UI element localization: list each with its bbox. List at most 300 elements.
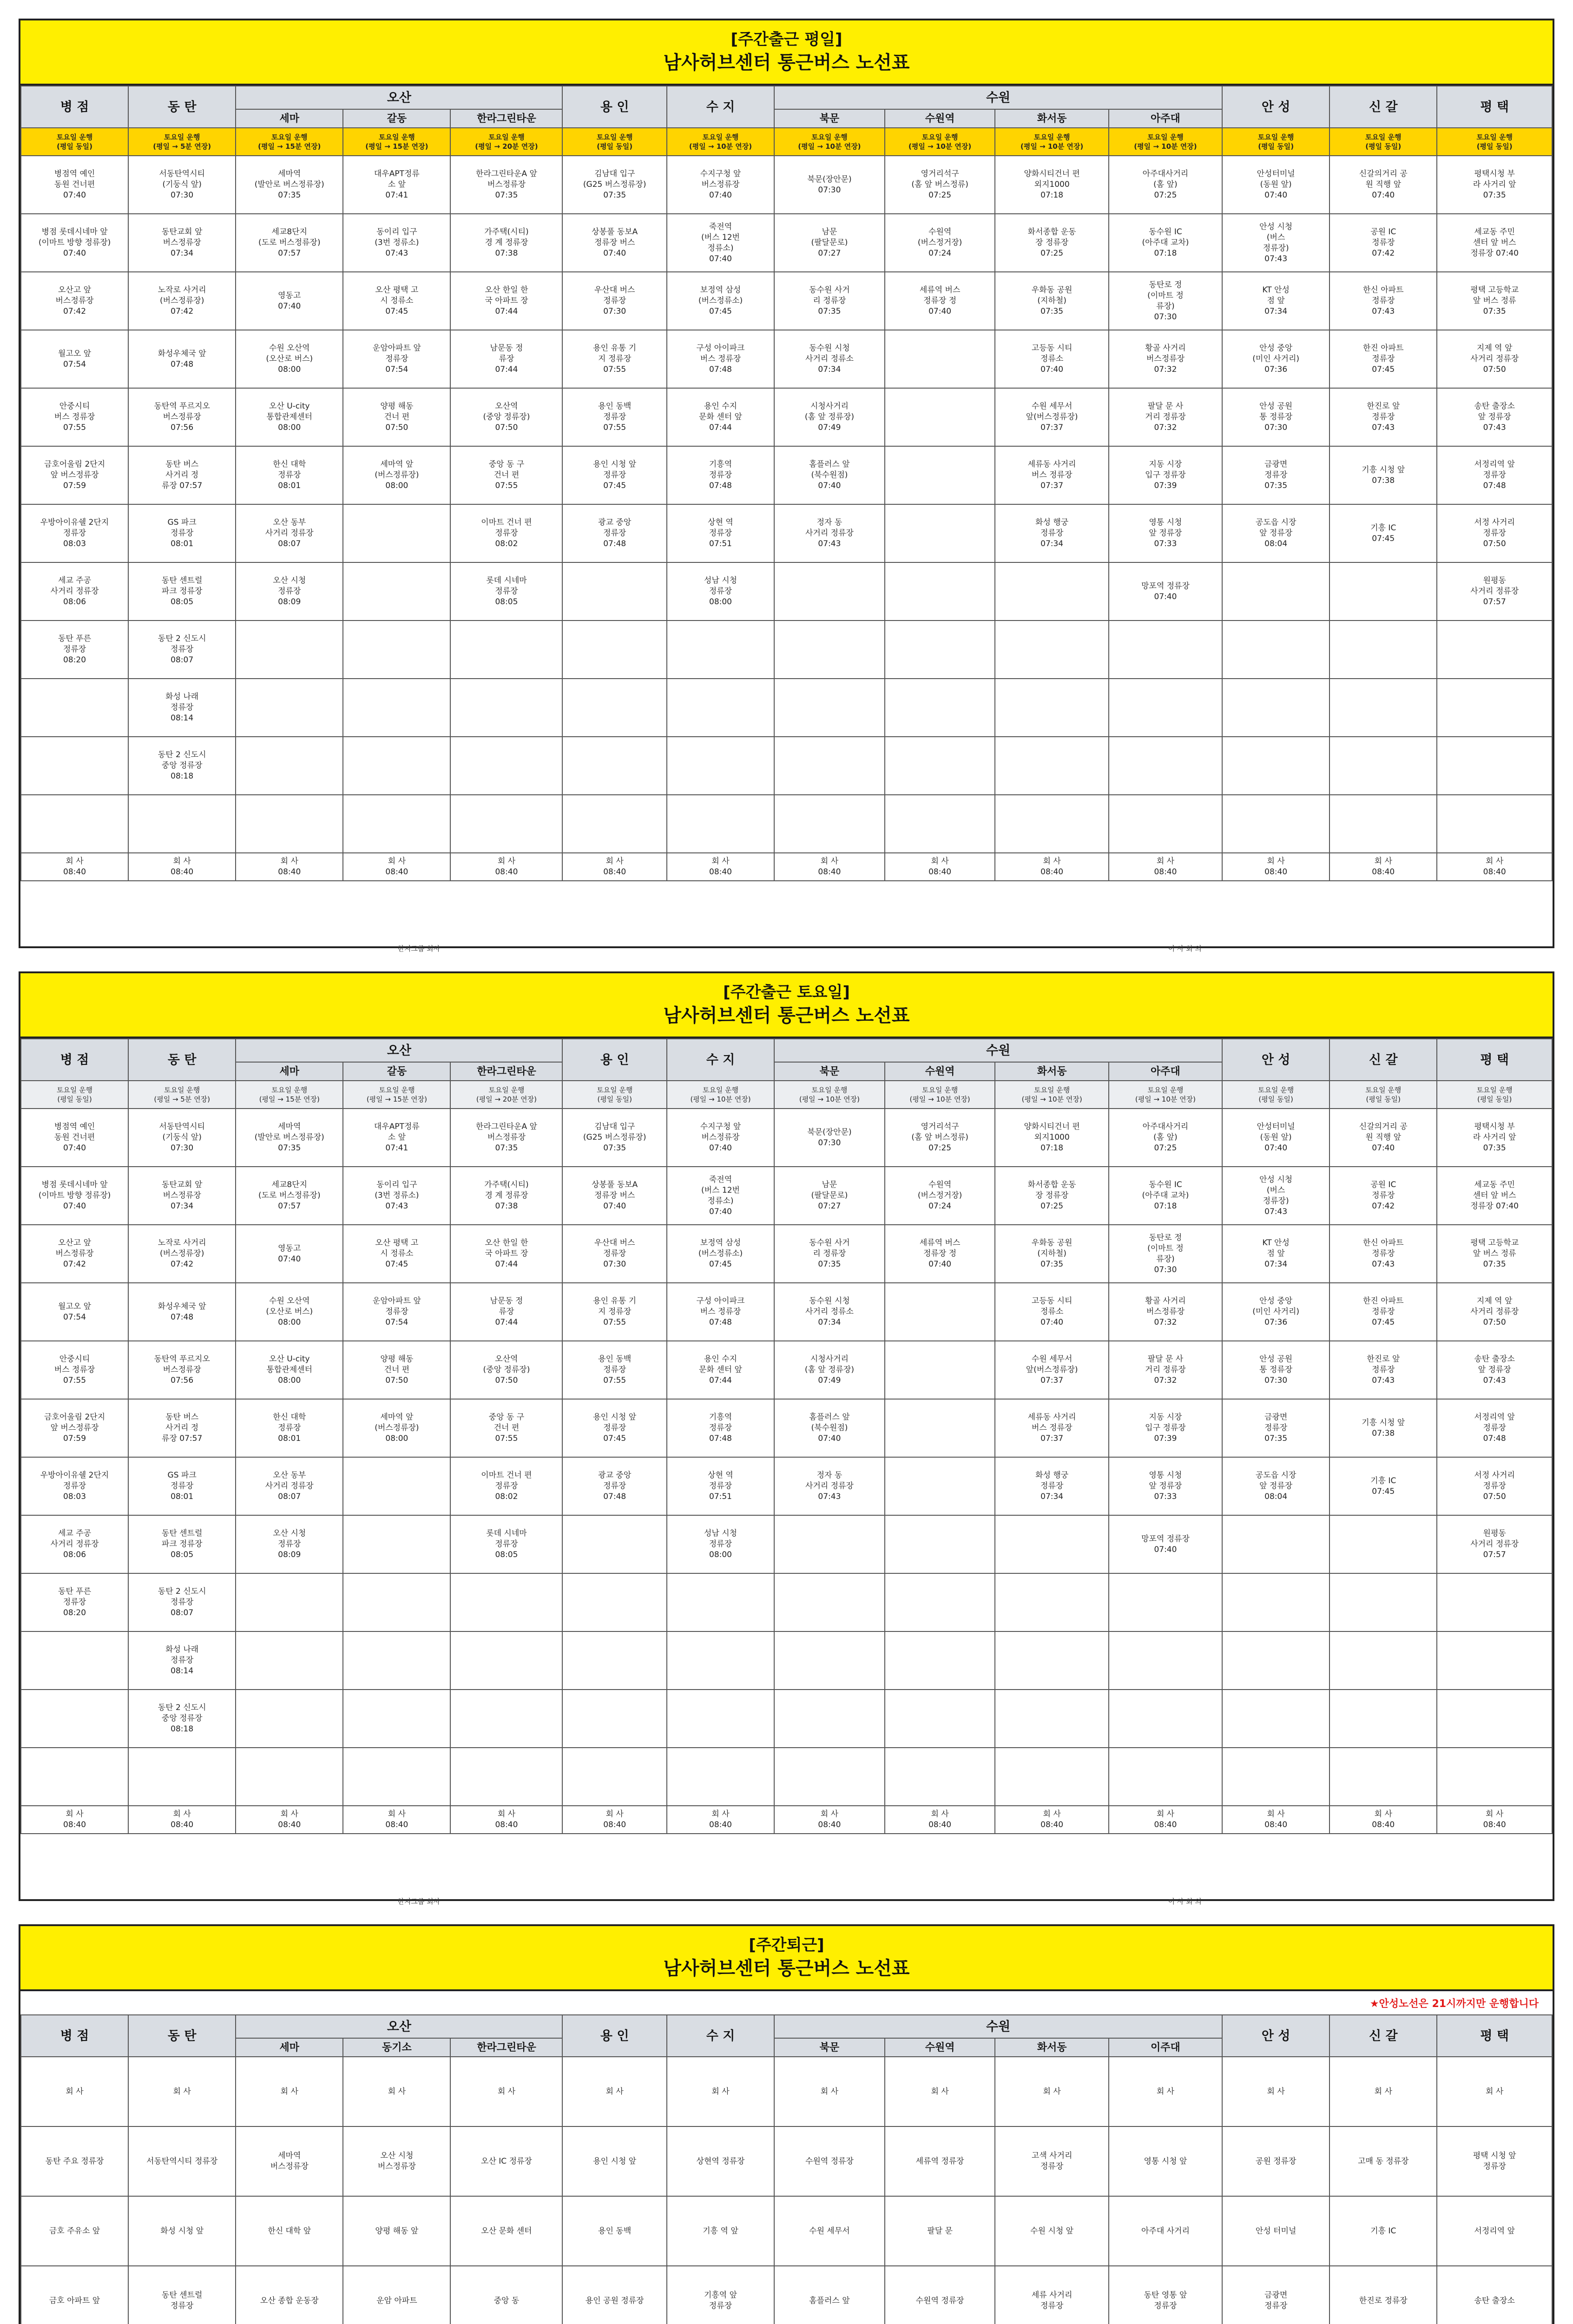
stop-cell [1329, 679, 1437, 737]
column-subheader: 수원역 [885, 1062, 995, 1081]
stop-cell [343, 621, 450, 679]
stop-cell [885, 1748, 995, 1806]
stop-cell: 월고오 앞 07:54 [21, 1283, 128, 1341]
stop-cell: 용인 시청 앞 정류장 07:45 [562, 446, 667, 504]
stop-cell: 화성 나래 정류장 08:14 [128, 1631, 236, 1690]
sheet-main-title: 남사허브센터 통근버스 노선표 [663, 1005, 910, 1026]
column-header: 수 지 [667, 86, 774, 128]
stop-cell [236, 795, 343, 853]
stop-cell: 화서종합 운동 장 정류장 07:25 [995, 214, 1108, 272]
stop-cell: 회 사 [128, 2057, 236, 2126]
stop-cell: 회 사 [1222, 2057, 1329, 2126]
stop-cell [995, 679, 1108, 737]
schedule-note: 토요일 운행 (평일 동일) [562, 128, 667, 156]
stop-cell [885, 330, 995, 388]
stop-cell: 용인 시청 앞 정류장 07:45 [562, 1399, 667, 1457]
schedule-note: 토요일 운행 (평일 → 20분 연장) [450, 1081, 562, 1109]
stop-cell: 병점역 예인 동원 건너편 07:40 [21, 156, 128, 214]
stop-cell [774, 795, 885, 853]
stop-cell [562, 1515, 667, 1573]
return-time-cell: 회 사 08:40 [774, 1806, 885, 1834]
stop-cell: 고색 사거리 정류장 [995, 2126, 1108, 2196]
column-subheader: 이주대 [1109, 2038, 1222, 2057]
column-header: 병 점 [21, 1039, 128, 1081]
return-row [21, 1806, 1552, 1834]
stop-cell [885, 621, 995, 679]
sheet-title [20, 1926, 1553, 1991]
stop-cell: 안성 터미널 [1222, 2196, 1329, 2266]
stop-cell [1109, 737, 1222, 795]
stop-cell: 남문동 정 류장 07:44 [450, 1283, 562, 1341]
stop-cell: 화성 행궁 정류장 07:34 [995, 1457, 1108, 1515]
stop-cell: 수원역 (버스정거장) 07:24 [885, 1167, 995, 1225]
stop-cell: 한진로 앞 정류장 07:43 [1329, 1341, 1437, 1399]
stop-cell: 상봉풀 동보A 정류장 버스 07:40 [562, 1167, 667, 1225]
stop-cell [885, 446, 995, 504]
stop-cell: 중앙 동 구 건너 편 07:55 [450, 446, 562, 504]
stop-cell: GS 파크 정류장 08:01 [128, 504, 236, 562]
stop-cell [236, 1573, 343, 1631]
stop-cell: 오산역 (중앙 정류장) 07:50 [450, 1341, 562, 1399]
stop-cell: 동탄 센트럴 파크 정류장 08:05 [128, 1515, 236, 1573]
stop-cell: 송탄 출장소 앞 정류장 07:43 [1437, 1341, 1552, 1399]
weekday-morning-sheet [19, 19, 1554, 953]
stop-cell: 회 사 [667, 2057, 774, 2126]
route-row [21, 388, 1552, 446]
stop-cell: 롯데 시네마 정류장 08:05 [450, 562, 562, 621]
stop-cell: 남문 (팔달문로) 07:27 [774, 1167, 885, 1225]
stop-cell: 세교 주공 사거리 정류장 08:06 [21, 562, 128, 621]
stop-cell: 지제 역 앞 사거리 정류장 07:50 [1437, 330, 1552, 388]
schedule-note: 토요일 운행 (평일 → 15분 연장) [236, 1081, 343, 1109]
stop-cell: 세마역 앞 (버스정류장) 08:00 [343, 1399, 450, 1457]
stop-cell: 금광면 정류장 [1222, 2266, 1329, 2324]
stop-cell: 동탄 버스 사거리 정 류장 07:57 [128, 446, 236, 504]
stop-cell [885, 795, 995, 853]
stop-cell [1329, 737, 1437, 795]
column-subheader: 세마 [236, 2038, 343, 2057]
stop-cell [1222, 1631, 1329, 1690]
stop-cell [343, 795, 450, 853]
stop-cell: 홈플러스 앞 (북수원점) 07:40 [774, 446, 885, 504]
stop-cell: 양평 해동 앞 [343, 2196, 450, 2266]
stop-cell: 용인 유통 기 지 정류장 07:55 [562, 330, 667, 388]
stop-cell [667, 679, 774, 737]
column-header: 병 점 [21, 2015, 128, 2057]
stop-cell [1222, 1515, 1329, 1573]
stop-cell [450, 1690, 562, 1748]
stop-cell: 평택 시청 앞 정류장 [1437, 2126, 1552, 2196]
stop-cell: 서동탄역시티 (기둥식 앞) 07:30 [128, 1109, 236, 1167]
stop-cell: 회 사 [1437, 2057, 1552, 2126]
column-subheader: 동기소 [343, 2038, 450, 2057]
stop-cell: 평택시청 부 라 사거리 앞 07:35 [1437, 1109, 1552, 1167]
stop-cell [21, 1748, 128, 1806]
group-header-osan: 오산 [236, 86, 562, 109]
stop-cell: 한신 대학 정류장 08:01 [236, 446, 343, 504]
stop-cell [236, 621, 343, 679]
stop-cell [667, 1573, 774, 1631]
stop-cell: 한진로 정류장 [1329, 2266, 1437, 2324]
stop-cell [562, 562, 667, 621]
stop-cell: 동수원 사거 리 정류장 07:35 [774, 1225, 885, 1283]
schedule-note: 토요일 운행 (평일 → 15분 연장) [236, 128, 343, 156]
stop-cell [1109, 679, 1222, 737]
stop-cell: 송탄 출장소 앞 정류장 07:43 [1437, 388, 1552, 446]
column-subheader: 북문 [774, 1062, 885, 1081]
route-row [21, 737, 1552, 795]
stop-cell [343, 1690, 450, 1748]
route-row [21, 1109, 1552, 1167]
stop-cell: 동탄 센트럴 정류장 [128, 2266, 236, 2324]
stop-cell: 오산 종합 운동장 [236, 2266, 343, 2324]
stop-cell: 수지구청 앞 버스정류장 07:40 [667, 156, 774, 214]
stop-cell: 양화시티건너 편 외지1000 07:18 [995, 1109, 1108, 1167]
stop-cell: 중앙 동 [450, 2266, 562, 2324]
stop-cell: 한신 대학 정류장 08:01 [236, 1399, 343, 1457]
column-header: 용 인 [562, 86, 667, 128]
stop-cell: 회 사 [343, 2057, 450, 2126]
return-time-cell: 회 사 08:40 [995, 1806, 1108, 1834]
stop-cell: 광교 중앙 정류장 07:48 [562, 1457, 667, 1515]
stop-cell [1329, 795, 1437, 853]
stop-cell: 오산 시청 정류장 08:09 [236, 562, 343, 621]
stop-cell: 안성 중앙 (미인 사거리) 07:36 [1222, 1283, 1329, 1341]
stop-cell: 기흥 IC 07:45 [1329, 504, 1437, 562]
stop-cell: 수원역 (버스정거장) 07:24 [885, 214, 995, 272]
stop-cell: 서동탄역시티 (기둥식 앞) 07:30 [128, 156, 236, 214]
stop-cell [1437, 795, 1552, 853]
stop-cell: 원평동 사거리 정류장 07:57 [1437, 1515, 1552, 1573]
stop-cell [1437, 621, 1552, 679]
stop-cell: 동이리 입구 (3번 정류소) 07:43 [343, 1167, 450, 1225]
stop-cell: 팔달 문 [885, 2196, 995, 2266]
stop-cell [885, 388, 995, 446]
stop-cell [885, 504, 995, 562]
return-time-cell: 회 사 08:40 [1437, 853, 1552, 881]
return-time-cell: 회 사 08:40 [128, 1806, 236, 1834]
stop-cell [667, 1631, 774, 1690]
route-row [21, 1167, 1552, 1225]
stop-cell: 회 사 [21, 2057, 128, 2126]
stop-cell: 영통 시청 앞 [1109, 2126, 1222, 2196]
stop-cell [562, 679, 667, 737]
stop-cell: 기흥 시청 앞 07:38 [1329, 446, 1437, 504]
return-time-cell: 회 사 08:40 [885, 1806, 995, 1834]
schedule-note: 토요일 운행 (평일 → 10분 연장) [1109, 128, 1222, 156]
stop-cell: 지동 시장 입구 정류장 07:39 [1109, 1399, 1222, 1457]
stop-cell [450, 679, 562, 737]
stop-cell [774, 1748, 885, 1806]
stop-cell: 영동고 07:40 [236, 1225, 343, 1283]
column-header: 수 지 [667, 1039, 774, 1081]
column-subheader: 갈동 [343, 1062, 450, 1081]
stop-cell: 영동고 07:40 [236, 272, 343, 330]
stop-cell: 한진로 앞 정류장 07:43 [1329, 388, 1437, 446]
stop-cell [1109, 1690, 1222, 1748]
stop-cell [21, 1690, 128, 1748]
stop-cell [562, 795, 667, 853]
stop-cell: 운암아파트 앞 정류장 07:54 [343, 1283, 450, 1341]
stop-cell: 병점역 예인 동원 건너편 07:40 [21, 1109, 128, 1167]
stop-cell [774, 1573, 885, 1631]
stop-cell [885, 1283, 995, 1341]
sheet-subtitle: [주간출근 평일] [731, 30, 842, 49]
schedule-note: 토요일 운행 (평일 → 10분 연장) [774, 1081, 885, 1109]
stop-cell: 회 사 [450, 2057, 562, 2126]
return-time-cell: 회 사 08:40 [1437, 1806, 1552, 1834]
stop-cell: 시청사거리 (홈 앞 정류장) 07:49 [774, 1341, 885, 1399]
schedule-note: 토요일 운행 (평일 동일) [21, 128, 128, 156]
stop-cell: 황골 사거리 버스정류장 07:32 [1109, 1283, 1222, 1341]
stop-cell: 한신 아파트 정류장 07:43 [1329, 1225, 1437, 1283]
stop-cell: 지제 역 앞 사거리 정류장 07:50 [1437, 1283, 1552, 1341]
stop-cell: 기흥역 정류장 07:48 [667, 1399, 774, 1457]
stop-cell: 동수원 시청 사거리 정류소 07:34 [774, 1283, 885, 1341]
stop-cell [1437, 679, 1552, 737]
stop-cell: 영거리석구 (홈 앞 버스정류) 07:25 [885, 1109, 995, 1167]
return-time-cell: 회 사 08:40 [1109, 1806, 1222, 1834]
stop-cell: 세교 주공 사거리 정류장 08:06 [21, 1515, 128, 1573]
stop-cell: KT 안성 점 앞 07:34 [1222, 272, 1329, 330]
column-header: 평 택 [1437, 2015, 1552, 2057]
column-header: 안 성 [1222, 1039, 1329, 1081]
stop-cell [450, 795, 562, 853]
stop-cell: 안성 시청 (버스 정류장) 07:43 [1222, 214, 1329, 272]
stop-cell: 한라그린타운A 앞 버스정류장 07:35 [450, 1109, 562, 1167]
column-header: 신 갈 [1329, 1039, 1437, 1081]
route-row [21, 1225, 1552, 1283]
stop-cell: 세류 사거리 정류장 [995, 2266, 1108, 2324]
stop-cell: 동탄 푸른 정류장 08:20 [21, 621, 128, 679]
column-subheader: 세마 [236, 109, 343, 128]
stop-cell [1437, 1690, 1552, 1748]
stop-cell [343, 1573, 450, 1631]
route-row [21, 1690, 1552, 1748]
route-row [21, 1573, 1552, 1631]
group-header-suwon: 수원 [774, 86, 1222, 109]
stop-cell: 한진 아파트 정류장 07:45 [1329, 330, 1437, 388]
stop-cell [774, 562, 885, 621]
footer-right: 이 사 회 의 [1168, 1897, 1202, 1906]
stop-cell: 상현 역 정류장 07:51 [667, 1457, 774, 1515]
stop-cell: 기흥역 앞 정류장 [667, 2266, 774, 2324]
stop-cell: 오산 한일 한 국 아파트 장 07:44 [450, 1225, 562, 1283]
stop-cell: 동수원 시청 사거리 정류소 07:34 [774, 330, 885, 388]
stop-cell: 용인 공원 정류장 [562, 2266, 667, 2324]
stop-cell: 가주택(시티) 경 계 정류장 07:38 [450, 214, 562, 272]
column-header: 수 지 [667, 2015, 774, 2057]
stop-cell: 수원 오산역 (오산로 버스) 08:00 [236, 1283, 343, 1341]
stop-cell [1329, 621, 1437, 679]
stop-cell: 세마역 (발안로 버스정류장) 07:35 [236, 1109, 343, 1167]
route-row [21, 679, 1552, 737]
stop-cell [667, 1748, 774, 1806]
schedule-note: 토요일 운행 (평일 → 10분 연장) [667, 1081, 774, 1109]
stop-cell: 회 사 [562, 2057, 667, 2126]
group-header-osan: 오산 [236, 2015, 562, 2038]
stop-cell [667, 737, 774, 795]
stop-cell: 영통 시청 앞 정류장 07:33 [1109, 504, 1222, 562]
stop-cell: 세교동 주민 센터 앞 버스 정류장 07:40 [1437, 214, 1552, 272]
stop-cell: 세류역 정류장 [885, 2126, 995, 2196]
route-row [21, 2057, 1552, 2126]
stop-cell [885, 1631, 995, 1690]
stop-cell: 롯데 시네마 정류장 08:05 [450, 1515, 562, 1573]
stop-cell: 동탄역 푸르지오 버스정류장 07:56 [128, 388, 236, 446]
stop-cell [1222, 1690, 1329, 1748]
stop-cell: 팔달 문 사 거리 정류장 07:32 [1109, 1341, 1222, 1399]
schedule-note: 토요일 운행 (평일 동일) [1329, 128, 1437, 156]
stop-cell: 오산 IC 정류장 [450, 2126, 562, 2196]
footer-right: 이 사 회 의 [1168, 944, 1202, 953]
sheet-title [20, 973, 1553, 1038]
column-subheader: 한라그린타운 [450, 1062, 562, 1081]
stop-cell: 한진 아파트 정류장 07:45 [1329, 1283, 1437, 1341]
stop-cell: 한신 아파트 정류장 07:43 [1329, 272, 1437, 330]
route-table [20, 1038, 1553, 1834]
return-time-cell: 회 사 08:40 [21, 1806, 128, 1834]
stop-cell: 화성 나래 정류장 08:14 [128, 679, 236, 737]
schedule-note: 토요일 운행 (평일 → 10분 연장) [995, 128, 1108, 156]
group-header-suwon: 수원 [774, 1039, 1222, 1062]
stop-cell: KT 안성 점 앞 07:34 [1222, 1225, 1329, 1283]
stop-cell: 동탄로 정 (이마트 정 류장) 07:30 [1109, 272, 1222, 330]
stop-cell: 안성터미널 (동원 앞) 07:40 [1222, 1109, 1329, 1167]
stop-cell [562, 737, 667, 795]
schedule-note: 토요일 운행 (평일 동일) [21, 1081, 128, 1109]
stop-cell [1329, 1690, 1437, 1748]
stop-cell [774, 621, 885, 679]
stop-cell: 수원역 정류장 [774, 2126, 885, 2196]
return-time-cell: 회 사 08:40 [774, 853, 885, 881]
schedule-note: 토요일 운행 (평일 → 10분 연장) [1109, 1081, 1222, 1109]
stop-cell [1222, 1748, 1329, 1806]
stop-cell [1329, 1573, 1437, 1631]
return-time-cell: 회 사 08:40 [343, 1806, 450, 1834]
stop-cell: 가주택(시티) 경 계 정류장 07:38 [450, 1167, 562, 1225]
stop-cell: 상현 역 정류장 07:51 [667, 504, 774, 562]
stop-cell: 상봉풀 동보A 정류장 버스 07:40 [562, 214, 667, 272]
stop-cell: 죽전역 (버스 12번 정류소) 07:40 [667, 1167, 774, 1225]
stop-cell: 동탄 영통 앞 정류장 [1109, 2266, 1222, 2324]
stop-cell [450, 621, 562, 679]
return-time-cell: 회 사 08:40 [1109, 853, 1222, 881]
column-header: 동 탄 [128, 2015, 236, 2057]
stop-cell: 영통 시청 앞 정류장 07:33 [1109, 1457, 1222, 1515]
stop-cell: 공원 정류장 [1222, 2126, 1329, 2196]
stop-cell [885, 1341, 995, 1399]
stop-cell: 용인 시청 앞 [562, 2126, 667, 2196]
stop-cell: 대우APT정류 소 앞 07:41 [343, 156, 450, 214]
stop-cell [1329, 562, 1437, 621]
route-table [20, 2014, 1553, 2324]
stop-cell: 화성 행궁 정류장 07:34 [995, 504, 1108, 562]
stop-cell: 광교 중앙 정류장 07:48 [562, 504, 667, 562]
stop-cell [562, 621, 667, 679]
stop-cell [885, 1515, 995, 1573]
stop-cell: 아주대사거리 (홈 앞) 07:25 [1109, 156, 1222, 214]
stop-cell [562, 1631, 667, 1690]
stop-cell: 기흥 IC [1329, 2196, 1437, 2266]
stop-cell: 화서종합 운동 장 정류장 07:25 [995, 1167, 1108, 1225]
stop-cell [885, 1399, 995, 1457]
stop-cell: 동수원 사거 리 정류장 07:35 [774, 272, 885, 330]
stop-cell: 서정 사거리 정류장 07:50 [1437, 504, 1552, 562]
stop-cell: 홈플러스 앞 (북수원점) 07:40 [774, 1399, 885, 1457]
stop-cell: 동탄교회 앞 버스정류장 07:34 [128, 1167, 236, 1225]
stop-cell: 병점 롯데시네마 앞 (이마트 방향 정류장) 07:40 [21, 214, 128, 272]
stop-cell [774, 737, 885, 795]
stop-cell: 북문(장안문) 07:30 [774, 156, 885, 214]
stop-cell: 원평동 사거리 정류장 07:57 [1437, 562, 1552, 621]
stop-cell: 회 사 [1109, 2057, 1222, 2126]
stop-cell: 오산고 앞 버스정류장 07:42 [21, 272, 128, 330]
stop-cell [667, 621, 774, 679]
stop-cell [1109, 1631, 1222, 1690]
stop-cell [1437, 1748, 1552, 1806]
stop-cell: 동탄 버스 사거리 정 류장 07:57 [128, 1399, 236, 1457]
stop-cell: 동탄 2 신도시 정류장 08:07 [128, 1573, 236, 1631]
stop-cell: 안성 공원 통 정류장 07:30 [1222, 1341, 1329, 1399]
return-row [21, 853, 1552, 881]
return-time-cell: 회 사 08:40 [236, 1806, 343, 1834]
sheet-main-title: 남사허브센터 통근버스 노선표 [663, 52, 910, 73]
stop-cell [885, 737, 995, 795]
stop-cell [1222, 737, 1329, 795]
stop-cell [450, 1748, 562, 1806]
stop-cell: 김남대 입구 (G25 버스정류장) 07:35 [562, 1109, 667, 1167]
stop-cell [236, 1690, 343, 1748]
stop-cell: 동탄 주요 정류장 [21, 2126, 128, 2196]
stop-cell: 금호 아파트 앞 [21, 2266, 128, 2324]
route-row [21, 1631, 1552, 1690]
stop-cell [885, 562, 995, 621]
stop-cell [1109, 795, 1222, 853]
stop-cell [343, 679, 450, 737]
route-row [21, 1457, 1552, 1515]
stop-cell: 회 사 [1329, 2057, 1437, 2126]
return-time-cell: 회 사 08:40 [1329, 1806, 1437, 1834]
stop-cell [236, 1631, 343, 1690]
schedule-note: 토요일 운행 (평일 → 10분 연장) [667, 128, 774, 156]
stop-cell: 평택시청 부 라 사거리 앞 07:35 [1437, 156, 1552, 214]
route-row [21, 562, 1552, 621]
schedule-note: 토요일 운행 (평일 → 5분 연장) [128, 1081, 236, 1109]
stop-cell: 수원 오산역 (오산로 버스) 08:00 [236, 330, 343, 388]
stop-cell: 수원 세무서 앞(버스정류장) 07:37 [995, 388, 1108, 446]
stop-cell: 동탄 2 신도시 중앙 정류장 08:18 [128, 737, 236, 795]
stop-cell: 금호어울림 2단지 앞 버스정류장 07:59 [21, 1399, 128, 1457]
stop-cell: 대우APT정류 소 앞 07:41 [343, 1109, 450, 1167]
stop-cell [343, 1457, 450, 1515]
return-time-cell: 회 사 08:40 [450, 853, 562, 881]
stop-cell [343, 1515, 450, 1573]
schedule-note: 토요일 운행 (평일 → 5분 연장) [128, 128, 236, 156]
route-row [21, 1341, 1552, 1399]
stop-cell: 동탄역 푸르지오 버스정류장 07:56 [128, 1341, 236, 1399]
stop-cell: 수지구청 앞 버스정류장 07:40 [667, 1109, 774, 1167]
stop-cell: 서정리역 앞 정류장 07:48 [1437, 1399, 1552, 1457]
stop-cell: 지동 시장 입구 정류장 07:39 [1109, 446, 1222, 504]
stop-cell [667, 795, 774, 853]
stop-cell: 안중시티 버스 정류장 07:55 [21, 1341, 128, 1399]
stop-cell [995, 1573, 1108, 1631]
column-header: 동 탄 [128, 86, 236, 128]
stop-cell [885, 1457, 995, 1515]
stop-cell [1109, 1573, 1222, 1631]
stop-cell: 안성 공원 통 정류장 07:30 [1222, 388, 1329, 446]
